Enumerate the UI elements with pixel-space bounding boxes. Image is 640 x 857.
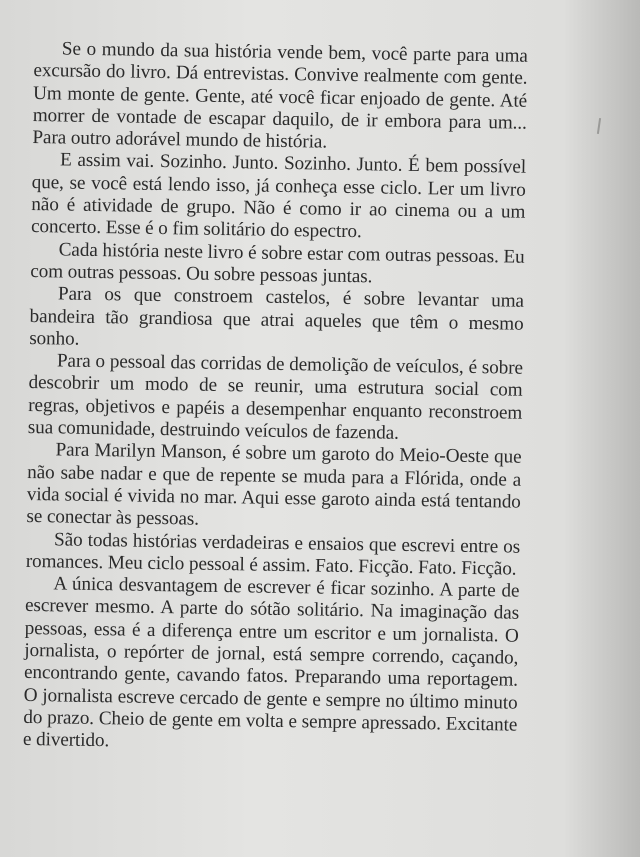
paragraph: São todas histórias verdadeiras e ensaios que escrevi entre os romances. Meu ciclo pessoal é assim. Fato. Ficção. Fato. Ficção. [25, 528, 521, 580]
paragraph: Se o mundo da sua história vende bem, você parte para uma excursão do livro. Dá entrevistas. Convive realmente com gente. Um monte de gente. Gente, até você ficar enjoado de gente. Até morrer de vontade de escapar daquilo, de ir embora para um... Para outro adorável mundo de história. [32, 38, 528, 153]
page-edge-mark [597, 118, 601, 134]
paragraph: Para os que constroem castelos, é sobre levantar uma bandeira tão grandiosa que atrai aqueles que têm o mesmo sonho. [29, 283, 525, 350]
paragraph: A única desvantagem de escrever é ficar sozinho. A parte de escrever mesmo. A parte do sótão solitário. Na imaginação das pessoas, essa é a diferença entre um escritor e um jornalista. O jornalista, o repórter de jornal, está sempre correndo, caçando, encontrando gente, cavando fatos. Preparando uma reportagem. O jornalista escreve cercado de gente e sempre no último minuto do prazo. Cheio de gente em volta e sempre apressado. Excitante e divertido. [22, 573, 520, 752]
paragraph: Cada história neste livro é sobre estar com outras pessoas. Eu com outras pessoas. Ou sobre pessoas juntas. [30, 239, 525, 288]
page-body-text [23, 38, 528, 759]
paragraph: Para o pessoal das corridas de demolição de veículos, é sobre descobrir um modo de se reunir, uma estrutura social com regras, objetivos e papéis a desempenhar enquanto reconstroem sua comunidade, destruindo veículos de fazenda. [27, 350, 524, 444]
paragraph: E assim vai. Sozinho. Junto. Sozinho. Junto. É bem possível que, se você está lendo isso, já conheça esse ciclo. Ler um livro não é atividade de grupo. Não é como ir ao cinema ou a um concerto. Esse é o fim solitário do espectro. [30, 149, 527, 243]
paragraph: Para Marilyn Manson, é sobre um garoto do Meio-Oeste que não sabe nadar e que de repente se muda para a Flórida, onde a vida social é vivida no mar. Aqui esse garoto ainda está tentando se conectar às pessoas. [26, 439, 522, 530]
